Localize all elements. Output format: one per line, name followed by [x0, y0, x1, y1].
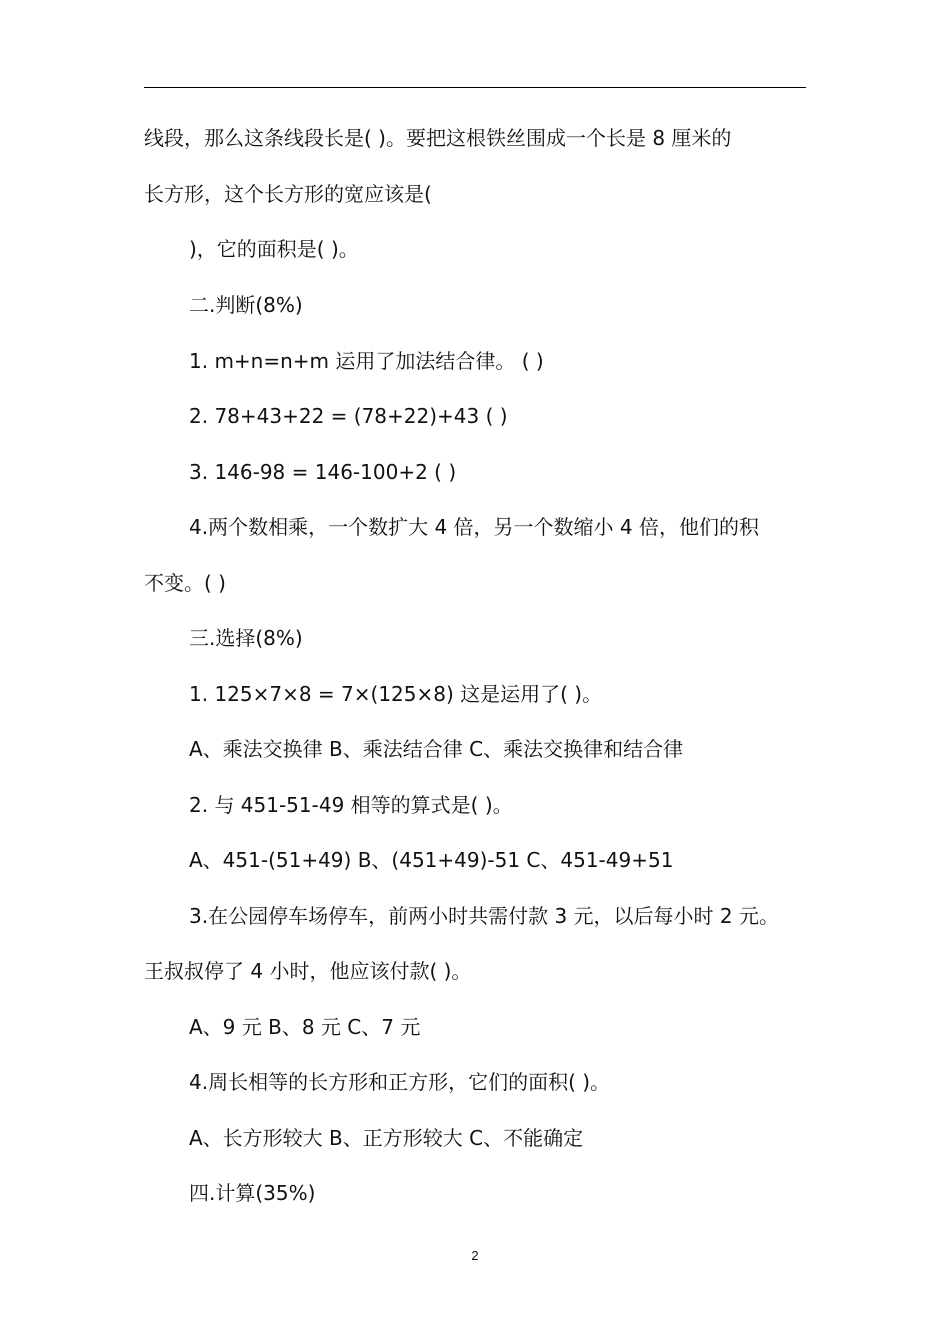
- judge-item-4-cont: 不变。( ): [144, 571, 226, 595]
- choice-item-4: 4.周长相等的长方形和正方形，它们的面积( )。: [189, 1070, 611, 1094]
- choice-item-3-options: A、9 元 B、8 元 C、7 元: [189, 1015, 421, 1039]
- choice-item-1: 1. 125×7×8 = 7×(125×8) 这是运用了( )。: [189, 682, 603, 706]
- text-line-2: 长方形，这个长方形的宽应该是(: [144, 182, 432, 206]
- section-heading-calc: 四.计算(35%): [189, 1181, 316, 1205]
- choice-item-3: 3.在公园停车场停车，前两小时共需付款 3 元，以后每小时 2 元。: [189, 904, 779, 928]
- page-number: 2: [471, 1248, 479, 1263]
- judge-item-4: 4.两个数相乘，一个数扩大 4 倍，另一个数缩小 4 倍，他们的积: [189, 515, 759, 539]
- choice-item-2: 2. 与 451-51-49 相等的算式是( )。: [189, 793, 513, 817]
- judge-item-2: 2. 78+43+22 = (78+22)+43 ( ): [189, 404, 508, 428]
- choice-item-1-options: A、乘法交换律 B、乘法结合律 C、乘法交换律和结合律: [189, 737, 684, 761]
- choice-item-2-options: A、451-(51+49) B、(451+49)-51 C、451-49+51: [189, 848, 674, 872]
- judge-item-1: 1. m+n=n+m 运用了加法结合律。 ( ): [189, 349, 544, 373]
- section-heading-judge: 二.判断(8%): [189, 293, 303, 317]
- choice-item-3-cont: 王叔叔停了 4 小时，他应该付款( )。: [144, 959, 472, 983]
- choice-item-4-options: A、长方形较大 B、正方形较大 C、不能确定: [189, 1126, 584, 1150]
- text-line-3: )，它的面积是( )。: [189, 237, 359, 261]
- judge-item-3: 3. 146-98 = 146-100+2 ( ): [189, 460, 457, 484]
- section-heading-choice: 三.选择(8%): [189, 626, 303, 650]
- text-line-1: 线段，那么这条线段长是( )。要把这根铁丝围成一个长是 8 厘米的: [144, 126, 732, 150]
- header-rule: [144, 87, 806, 88]
